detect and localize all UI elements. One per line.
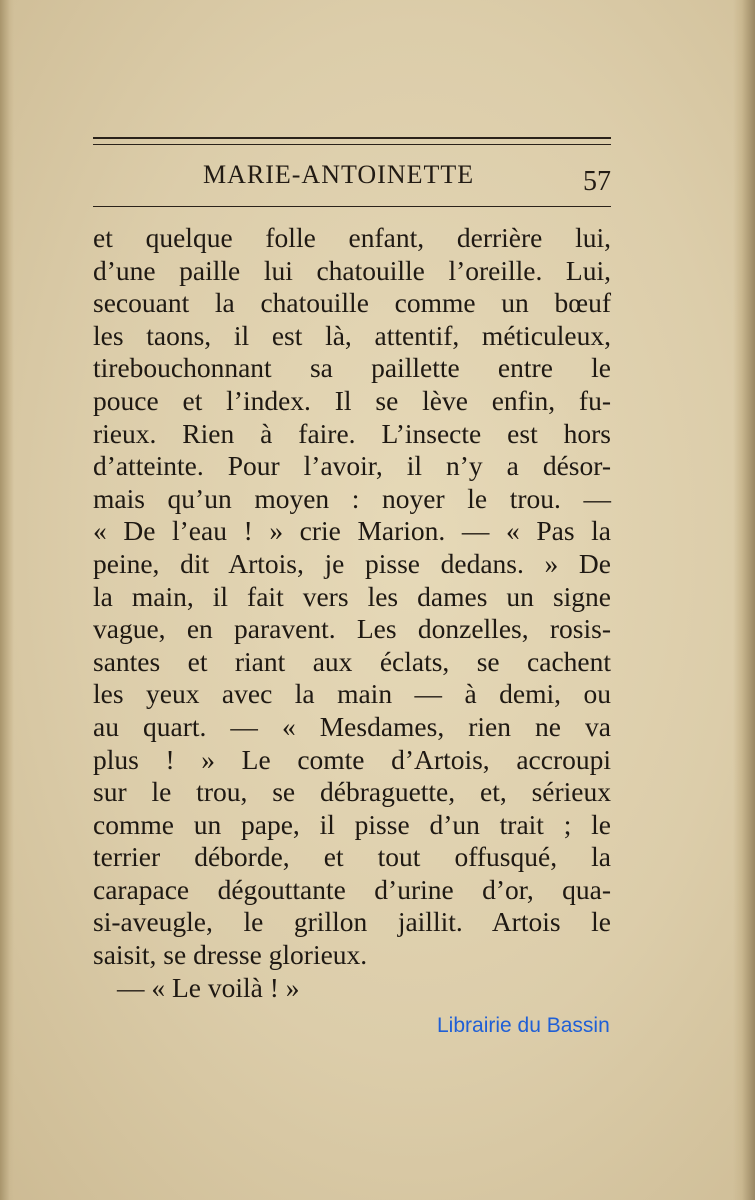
text-line: comme un pape, il pisse d’un trait ; le bbox=[93, 808, 611, 840]
page-number: 57 bbox=[583, 166, 611, 197]
text-line: secouant la chatouille comme un bœuf bbox=[93, 287, 611, 319]
text-line: saisit, se dresse glorieux. bbox=[93, 939, 368, 971]
running-head bbox=[93, 160, 611, 200]
text-line: vague, en paravent. Les donzelles, rosis- bbox=[93, 613, 611, 645]
text-line: sur le trou, se débraguette, et, sérieux bbox=[93, 776, 611, 808]
text-line: si-aveugle, le grillon jaillit. Artois le bbox=[93, 906, 611, 938]
header-rule bbox=[93, 206, 611, 207]
text-line: « De l’eau ! » crie Marion. — « Pas la bbox=[93, 515, 611, 547]
text-line: tirebouchonnant sa paillette entre le bbox=[93, 352, 611, 384]
running-title: MARIE-ANTOINETTE bbox=[203, 160, 475, 189]
text-line: plus ! » Le comte d’Artois, accroupi bbox=[93, 743, 611, 775]
text-line: santes et riant aux éclats, se cachent bbox=[93, 645, 611, 677]
text-line: la main, il fait vers les dames un signe bbox=[93, 580, 611, 612]
text-line: — « Le voilà ! » bbox=[117, 971, 300, 1003]
watermark-label: Librairie du Bassin bbox=[437, 1014, 610, 1037]
text-line: terrier déborde, et tout offusqué, la bbox=[93, 841, 611, 873]
page-gutter-shadow bbox=[0, 0, 14, 1200]
text-line: rieux. Rien à faire. L’insecte est hors bbox=[93, 417, 611, 449]
text-line: les yeux avec la main — à demi, ou bbox=[93, 678, 611, 710]
text-line: au quart. — « Mesdames, rien ne va bbox=[93, 710, 611, 742]
header-double-rule bbox=[93, 137, 611, 145]
page-edge-shadow bbox=[733, 0, 755, 1200]
text-line: d’atteinte. Pour l’avoir, il n’y a désor- bbox=[93, 450, 611, 482]
text-line: peine, dit Artois, je pisse dedans. » De bbox=[93, 547, 611, 579]
body-text bbox=[93, 222, 611, 1004]
text-line: pouce et l’index. Il se lève enfin, fu- bbox=[93, 384, 611, 416]
text-line: d’une paille lui chatouille l’oreille. Lui, bbox=[93, 254, 611, 286]
text-line: mais qu’un moyen : noyer le trou. — bbox=[93, 482, 611, 514]
text-line: carapace dégouttante d’urine d’or, qua- bbox=[93, 873, 611, 905]
text-line: et quelque folle enfant, derrière lui, bbox=[93, 222, 611, 253]
text-line: les taons, il est là, attentif, méticuleux, bbox=[93, 319, 611, 351]
